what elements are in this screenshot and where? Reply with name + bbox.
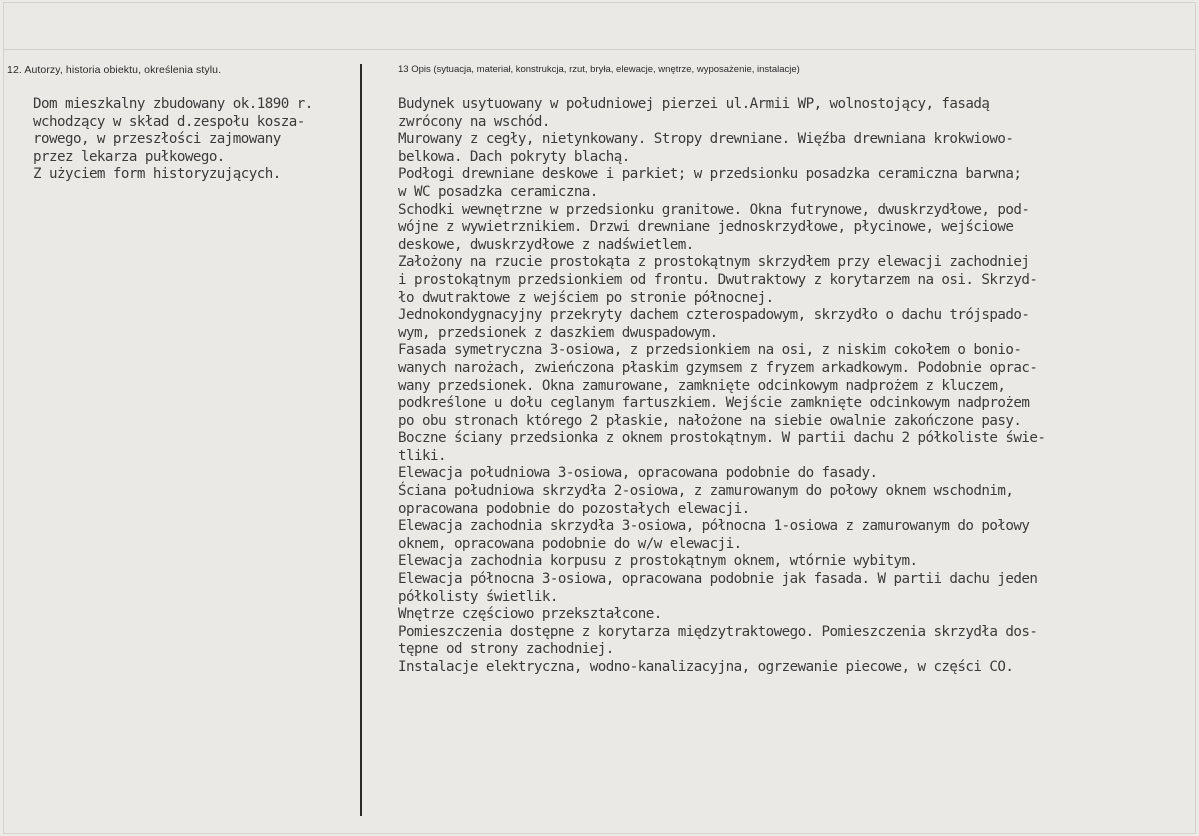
description-text-line: tępne od strony zachodniej. — [398, 641, 614, 658]
description-text-line: deskowe, dwuskrzydłowe z nadświetlem. — [398, 236, 694, 253]
description-text-line: oknem, opracowana podobnie do w/w elewacji. — [398, 535, 742, 552]
description-text-line: wym, przedsionek z daszkiem dwuspadowym. — [398, 324, 718, 341]
description-text-line: Podłogi drewniane deskowe i parkiet; w przedsionku posadzka ceramiczna barwna; — [398, 166, 1022, 183]
description-text-line: Budynek usytuowany w południowej pierzei ul.Armii WP, wolnostojący, fasadą — [398, 96, 990, 112]
description-text-line: w WC posadzka ceramiczna. — [398, 183, 598, 200]
history-text-block — [33, 96, 313, 184]
description-text-line: półkolisty świetlik. — [398, 588, 558, 605]
description-text-line: wanych narożach, zwieńczona płaskim gzymsem z fryzem arkadkowym. Podobnie oprac- — [398, 359, 1038, 376]
description-text-line: Pomieszczenia dostępne z korytarza międzytraktowego. Pomieszczenia skrzydła dos- — [398, 623, 1038, 640]
description-text-line: Fasada symetryczna 3-osiowa, z przedsionkiem na osi, z niskim cokołem o bonio- — [398, 342, 1022, 359]
section-12-heading: 12. Autorzy, historia obiektu, określenia stylu. — [7, 64, 222, 76]
description-text-line: opracowana podobnie do pozostałych elewacji. — [398, 500, 750, 517]
description-text-line: Elewacja zachodnia skrzydła 3-osiowa, północna 1-osiowa z zamurowanym do połowy — [398, 518, 1030, 535]
section-13-heading: 13 Opis (sytuacja, materiał, konstrukcja, rzut, bryła, elewacje, wnętrze, wyposażenie, instalacje) — [398, 64, 800, 75]
column-divider — [360, 64, 362, 816]
description-text-line: podkreślone u dołu ceglanym fartuszkiem. Wejście zamknięte odcinkowym nadprożem — [398, 395, 1030, 412]
history-text-line: Dom mieszkalny zbudowany ok.1890 r. — [33, 96, 313, 112]
description-text-line: po obu stronach którego 2 płaskie, nałożone na siebie owalnie zakończone pasy. — [398, 412, 1022, 429]
history-text-line: rowego, w przeszłości zajmowany — [33, 131, 281, 148]
description-text-line: tliki. — [398, 447, 446, 464]
description-text-line: Murowany z cegły, nietynkowany. Stropy drewniane. Więźba drewniana krokwiowo- — [398, 131, 1014, 148]
description-text-line: Elewacja zachodnia korpusu z prostokątnym oknem, wtórnie wybitym. — [398, 553, 918, 570]
description-text-line: Wnętrze częściowo przekształcone. — [398, 606, 662, 623]
description-text-line: ło dwutraktowe z wejściem po stronie północnej. — [398, 289, 774, 306]
description-text-line: Schodki wewnętrzne w przedsionku granitowe. Okna futrynowe, dwuskrzydłowe, pod- — [398, 201, 1030, 218]
description-text-line: Założony na rzucie prostokąta z prostokątnym skrzydłem przy elewacji zachodniej — [398, 254, 1030, 271]
description-text-block — [398, 96, 1045, 677]
description-text-line: belkowa. Dach pokryty blachą. — [398, 148, 630, 165]
top-divider — [3, 49, 1196, 50]
history-text-line: Z użyciem form historyzujących. — [33, 166, 281, 183]
description-text-line: Elewacja południowa 3-osiowa, opracowana podobnie do fasady. — [398, 465, 878, 482]
description-text-line: Jednokondygnacyjny przekryty dachem czterospadowym, skrzydło o dachu trójspado- — [398, 307, 1030, 324]
history-text-line: wchodzący w skład d.zespołu kosza- — [33, 113, 305, 130]
description-text-line: wany przedsionek. Okna zamurowane, zamknięte odcinkowym nadprożem z kluczem, — [398, 377, 1006, 394]
history-text-line: przez lekarza pułkowego. — [33, 148, 225, 165]
description-text-line: i prostokątnym przedsionkiem od frontu. Dwutraktowy z korytarzem na osi. Skrzyd- — [398, 271, 1038, 288]
description-text-line: zwrócony na wschód. — [398, 113, 550, 130]
description-text-line: Ściana południowa skrzydła 2-osiowa, z zamurowanym do połowy oknem wschodnim, — [398, 483, 1014, 500]
description-text-line: Instalacje elektryczna, wodno-kanalizacyjna, ogrzewanie piecowe, w części CO. — [398, 659, 1014, 675]
description-text-line: Elewacja północna 3-osiowa, opracowana podobnie jak fasada. W partii dachu jeden — [398, 571, 1038, 588]
description-text-line: wójne z wywietrznikiem. Drzwi drewniane jednoskrzydłowe, płycinowe, wejściowe — [398, 219, 1014, 236]
description-text-line: Boczne ściany przedsionka z oknem prostokątnym. W partii dachu 2 półkoliste świe- — [398, 430, 1046, 447]
